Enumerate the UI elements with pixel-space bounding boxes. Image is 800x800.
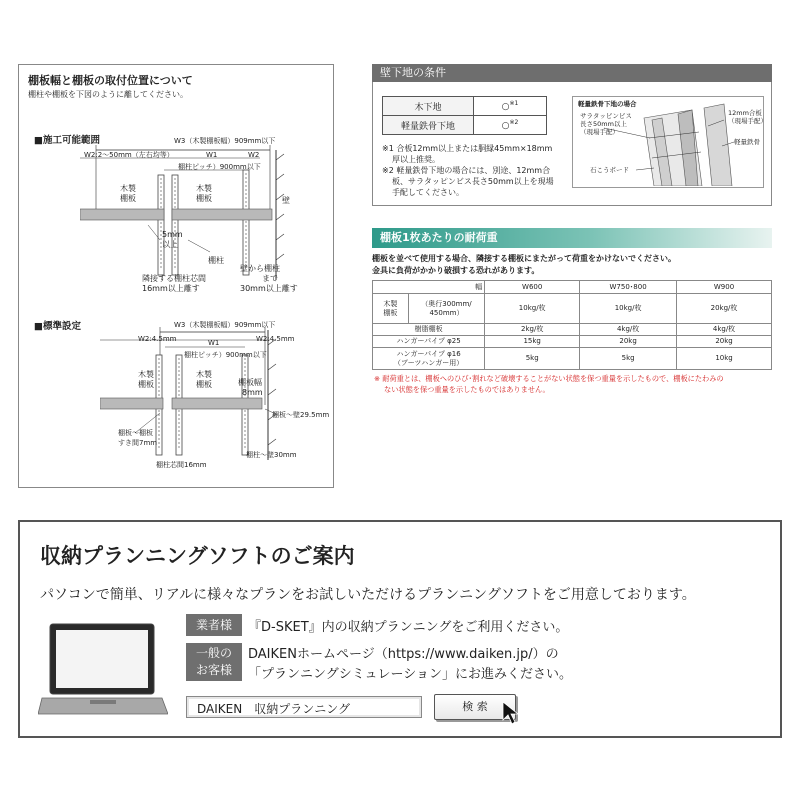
load-value: 4kg/枚 bbox=[580, 324, 677, 336]
section-standard-heading: ■標準設定 bbox=[34, 321, 81, 332]
load-value: 2kg/枚 bbox=[485, 324, 580, 336]
condition-label: 木下地 bbox=[383, 97, 474, 116]
row-sub-a: （奥行300mm/ bbox=[421, 299, 472, 308]
section-installable-heading: ■施工可能範囲 bbox=[34, 135, 100, 146]
wall-note-4: 板、サラタッピンビス長さ50mm以上を現場 bbox=[392, 177, 554, 186]
condition-note: ※2 bbox=[509, 119, 519, 126]
load-value: 5kg bbox=[485, 348, 580, 370]
gypsum-board-label: 石こうボード bbox=[590, 166, 629, 174]
d2-w3-label: W3（木製棚板幅）909mm以下 bbox=[174, 321, 276, 329]
search-input-value: DAIKEN 収納プランニング bbox=[197, 702, 350, 716]
row-label-b: 棚板 bbox=[383, 308, 398, 317]
steel-plywood-a: 12mm合板 bbox=[728, 109, 762, 117]
wall-conditions-table bbox=[382, 96, 547, 135]
d1-wood-shelf-b: 棚板 bbox=[120, 194, 136, 203]
planning-desc: パソコンで簡単、リアルに様々なプランをお試しいただけるプランニングソフトをご用意しております。 bbox=[40, 587, 696, 603]
d2-w2-left: W2:4.5mm bbox=[138, 335, 177, 343]
mouse-cursor-icon bbox=[500, 700, 522, 726]
general-text-2: 「プランニングシミュレーション」にお進みください。 bbox=[248, 667, 572, 682]
d1-gap5-b: 以上 bbox=[162, 240, 178, 249]
d2-w1-label: W1 bbox=[208, 339, 220, 347]
load-desc-1: 棚板を並べて使用する場合、隣接する棚板にまたがって荷重をかけないでください。 bbox=[372, 254, 676, 263]
d1-wood-shelf2-b: 棚板 bbox=[196, 194, 212, 203]
load-value: 20kg/枚 bbox=[677, 294, 772, 324]
table-row bbox=[373, 336, 772, 348]
general-tag-b: お客様 bbox=[195, 663, 232, 677]
d1-w1-label: W1 bbox=[206, 151, 218, 159]
steel-figure-title: 軽量鉄骨下地の場合 bbox=[578, 100, 637, 108]
d1-w2-range: W2:2〜50mm（左右均等） bbox=[84, 151, 174, 159]
d1-from-wall-c: 30mm以上離す bbox=[240, 284, 298, 293]
shelf-spacing-subtitle: 棚柱や棚板を下図のように離してください。 bbox=[28, 90, 188, 99]
steel-screw-b: 長さ50mm以上 bbox=[580, 120, 627, 128]
d1-from-wall-b: まで bbox=[262, 274, 278, 283]
table-row bbox=[373, 348, 772, 370]
steel-plywood-b: （現場手配） bbox=[728, 117, 767, 125]
d2-center-label: 棚柱芯間16mm bbox=[156, 461, 207, 469]
load-capacity-header: 棚板1枚あたりの耐荷重 bbox=[372, 228, 772, 248]
wall-note-2: 厚以上推奨。 bbox=[392, 155, 440, 164]
load-value: 5kg bbox=[580, 348, 677, 370]
load-table bbox=[372, 280, 772, 370]
d1-wood-shelf-a: 木製 bbox=[120, 184, 136, 193]
row-sub-b: 450mm） bbox=[429, 308, 464, 317]
wall-note-1: ※1 合板12mm以上または胴縁45mm×18mm bbox=[382, 144, 553, 153]
d1-from-wall-a: 壁から棚柱 bbox=[240, 264, 280, 273]
d1-pitch-label: 棚柱ピッチ）900mm以下 bbox=[178, 163, 261, 171]
d1-pillar-label: 棚柱 bbox=[208, 256, 224, 265]
load-value: 10kg/枚 bbox=[580, 294, 677, 324]
business-tag: 業者様 bbox=[186, 614, 242, 636]
width-header: 幅 bbox=[373, 281, 485, 294]
d2-shelf-width-b: 8mm bbox=[242, 388, 263, 397]
col-w600: W600 bbox=[485, 281, 580, 294]
condition-note: ※1 bbox=[509, 100, 519, 107]
wall-note-5: 手配してください。 bbox=[392, 188, 464, 197]
load-value: 20kg bbox=[677, 336, 772, 348]
table-row bbox=[383, 116, 547, 135]
load-value: 15kg bbox=[485, 336, 580, 348]
load-note-1: ※ 耐荷重とは、棚板へのひび･割れなど破壊することがない状態を保つ重量を示したもので、棚板にたわみの bbox=[374, 374, 724, 383]
d1-adjacent-a: 隣接する棚柱芯間 bbox=[142, 274, 206, 283]
wall-conditions-header: 壁下地の条件 bbox=[372, 64, 772, 82]
load-value: 10kg/枚 bbox=[485, 294, 580, 324]
load-note-2: ない状態を保つ重量を示したものではありません。 bbox=[384, 385, 550, 394]
d1-wall-label: 壁 bbox=[282, 196, 290, 205]
d1-wood-shelf2-a: 木製 bbox=[196, 184, 212, 193]
d2-gap-b: すき間7mm bbox=[118, 439, 158, 447]
table-row bbox=[383, 97, 547, 116]
table-row bbox=[373, 324, 772, 336]
table-row bbox=[373, 294, 772, 324]
d2-w2-right: W2:4.5mm bbox=[256, 335, 295, 343]
steel-frame-label: 軽量鉄骨 bbox=[734, 138, 760, 146]
row-label-a: 木製 bbox=[383, 299, 398, 308]
load-value: 4kg/枚 bbox=[677, 324, 772, 336]
d2-wood-shelf-b: 棚板 bbox=[138, 380, 154, 389]
planning-title: 収納プランニングソフトのご案内 bbox=[40, 544, 355, 568]
d1-w3-label: W3（木製棚板幅）909mm以下 bbox=[174, 137, 276, 145]
row-label-b: （ブーツハンガー用） bbox=[393, 358, 464, 367]
wall-note-3: ※2 軽量鉄骨下地の場合には、別途、12mm合 bbox=[382, 166, 551, 175]
business-text: 『D-SKET』内の収納プランニングをご利用ください。 bbox=[248, 620, 569, 635]
row-label: 樹脂棚板 bbox=[373, 324, 485, 336]
condition-mark: ○ bbox=[501, 102, 510, 112]
general-text-1: DAIKENホームページ（https://www.daiken.jp/）の bbox=[248, 647, 559, 662]
shelf-spacing-title: 棚板幅と棚板の取付位置について bbox=[28, 74, 193, 87]
search-button-label: 検 索 bbox=[462, 700, 488, 713]
d2-pitch-label: 棚柱ピッチ）900mm以下 bbox=[184, 351, 267, 359]
condition-label: 軽量鉄骨下地 bbox=[383, 116, 474, 135]
table-row bbox=[373, 281, 772, 294]
laptop-icon bbox=[38, 620, 168, 720]
row-label: ハンガーパイプ φ25 bbox=[373, 336, 485, 348]
search-input[interactable] bbox=[186, 696, 422, 718]
general-tag bbox=[186, 643, 242, 681]
general-tag-a: 一般の bbox=[195, 646, 232, 660]
load-desc-2: 金具に負荷がかかり破損する恐れがあります。 bbox=[372, 266, 540, 275]
d1-w2-label: W2 bbox=[248, 151, 260, 159]
d1-gap5-a: 5mm bbox=[162, 230, 183, 239]
load-value: 20kg bbox=[580, 336, 677, 348]
d2-pillar-wall: 棚柱〜壁30mm bbox=[246, 451, 297, 459]
load-value: 10kg bbox=[677, 348, 772, 370]
col-w750: W750･800 bbox=[580, 281, 677, 294]
d2-wood-shelf2-b: 棚板 bbox=[196, 380, 212, 389]
d2-wall-gap: 棚板〜壁29.5mm bbox=[272, 411, 330, 419]
col-w900: W900 bbox=[677, 281, 772, 294]
steel-screw-a: サラタッピンビス bbox=[580, 112, 632, 120]
d2-gap-a: 棚板〜棚板 bbox=[118, 429, 153, 437]
condition-mark: ○ bbox=[501, 121, 510, 131]
row-label-a: ハンガーパイプ φ16 bbox=[396, 349, 461, 358]
d2-shelf-width-a: 棚板幅 bbox=[238, 378, 262, 387]
d2-wood-shelf2-a: 木製 bbox=[196, 370, 212, 379]
d1-adjacent-b: 16mm以上離す bbox=[142, 284, 200, 293]
steel-screw-c: （現場手配） bbox=[580, 128, 619, 136]
d2-wood-shelf-a: 木製 bbox=[138, 370, 154, 379]
